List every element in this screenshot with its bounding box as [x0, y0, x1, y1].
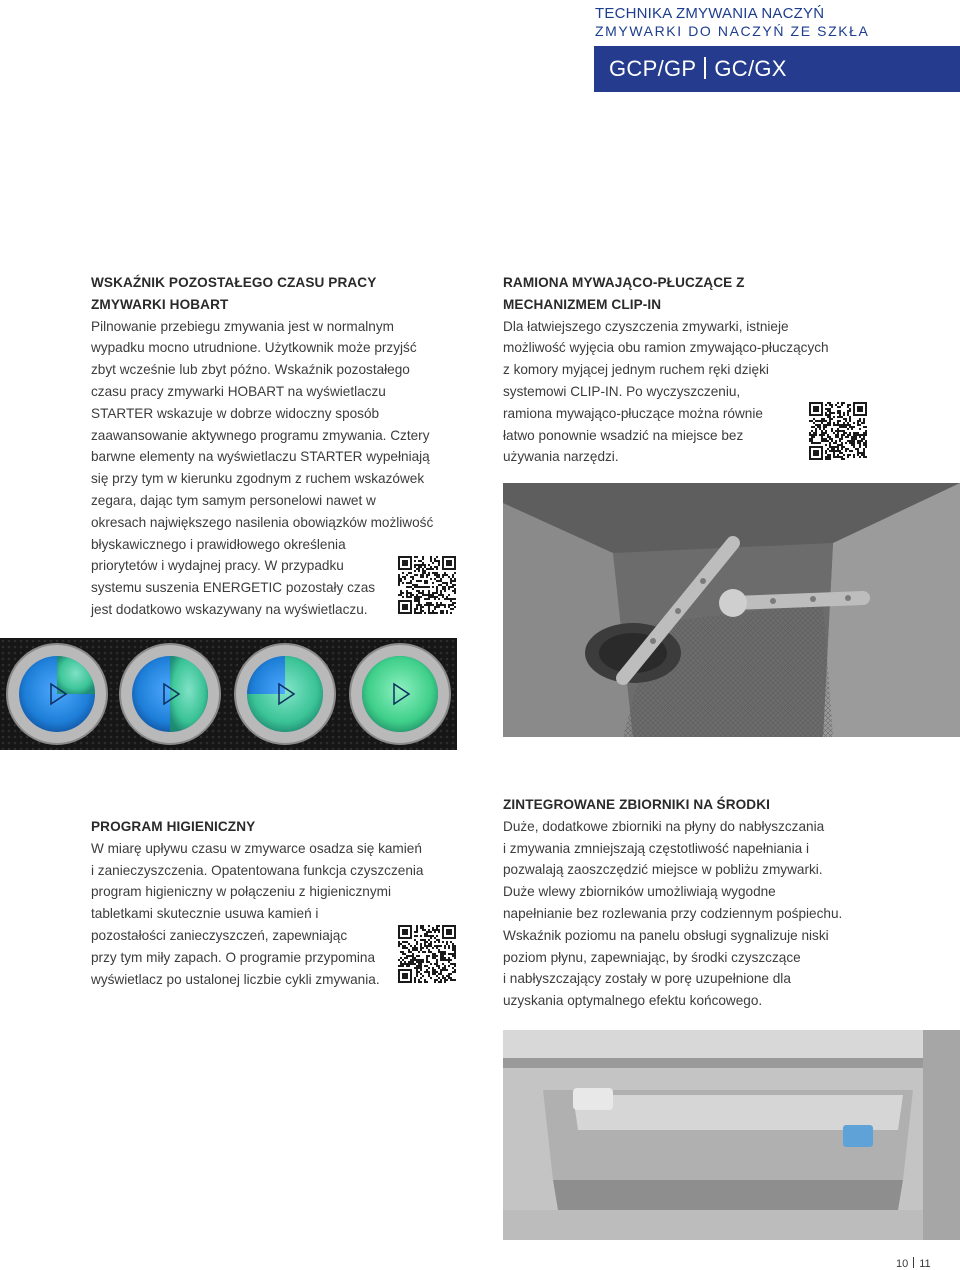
section-title	[91, 816, 461, 838]
body-line: poziom płynu, zapewniając, by środki czyszczące	[503, 949, 801, 965]
body-line: systemu suszenia ENERGETIC pozostały czas	[91, 580, 376, 596]
section-title	[503, 272, 903, 316]
detergent-tank-photo	[503, 1030, 960, 1240]
body-line: wypadku mocno utrudnione. Użytkownik może przyjść	[91, 340, 417, 356]
body-line: używania narzędzi.	[503, 449, 619, 465]
body-line: Duże wlewy zbiorników umożliwiają wygodne	[503, 884, 776, 900]
body-line: barwne elementy na wyświetlaczu STARTER wypełniają	[91, 449, 430, 465]
qr-code-icon	[398, 925, 456, 983]
body-line: wyświetlacz po ustalonej liczbie cykli zmywania.	[91, 971, 380, 987]
wash-arms-photo	[503, 483, 960, 737]
section-title	[503, 794, 913, 816]
body-line: i nabłyszczający zostały w porę uzupełnione dla	[503, 971, 791, 987]
title-line: ZMYWARKI HOBART	[91, 296, 229, 312]
body-line: pozostałości zanieczyszczeń, zapewniając	[91, 927, 348, 943]
qr-code[interactable]	[809, 402, 867, 460]
model-label	[609, 56, 787, 82]
body-line: zbyt wcześnie lub zbyt późno. Wskaźnik pozostałego	[91, 362, 410, 378]
body-line: uzyskania optymalnego efektu końcowego.	[503, 993, 763, 1009]
body-line: łatwo ponownie wsadzić na miejsce bez	[503, 427, 744, 443]
indicator-dial	[350, 644, 450, 744]
body-line: program higieniczny w połączeniu z higienicznymi	[91, 884, 391, 900]
starter-display-illustration	[0, 638, 457, 750]
title-line: ZINTEGROWANE ZBIORNIKI NA ŚRODKI	[503, 797, 771, 812]
model-left: GCP/GP	[609, 56, 697, 81]
body-line: Pilnowanie przebiegu zmywania jest w normalnym	[91, 318, 394, 334]
body-line: czasu pracy zmywarki HOBART na wyświetlaczu	[91, 383, 386, 399]
body-line: Dla łatwiejszego czyszczenia zmywarki, istnieje	[503, 318, 789, 334]
body-line: z komory myjącej jednym ruchem ręki dzięki	[503, 362, 769, 378]
section-body	[503, 816, 913, 1012]
body-line: tabletkami skutecznie usuwa kamień i	[91, 906, 319, 922]
title-line: WSKAŹNIK POZOSTAŁEGO CZASU PRACY	[91, 275, 377, 290]
body-line: możliwość wyjęcia obu ramion zmywająco-płuczących	[503, 340, 829, 356]
body-line: Duże, dodatkowe zbiorniki na płyny do nabłyszczania	[503, 818, 825, 834]
qr-code[interactable]	[398, 925, 456, 983]
qr-code-icon	[398, 556, 456, 614]
section-title	[91, 272, 461, 316]
body-line: Wskaźnik poziomu na panelu obsługi sygnalizuje niski	[503, 927, 829, 943]
body-line: pozwalają zaoszczędzić miejsce w pobliżu zmywarki.	[503, 862, 823, 878]
body-line: systemowi CLIP-IN. Po wyczyszczeniu,	[503, 383, 741, 399]
model-bar	[594, 46, 960, 92]
indicator-dial	[235, 644, 335, 744]
page-separator	[913, 1257, 914, 1268]
header-category: TECHNIKA ZMYWANIA NACZYŃ	[595, 5, 825, 22]
body-line: i zmywania zmniejszają częstotliwość napełniania i	[503, 840, 809, 856]
starter-display-photo	[0, 638, 457, 750]
body-line: ramiona mywająco-płuczące można równie	[503, 405, 763, 421]
body-line: W miarę upływu czasu w zmywarce osadza się kamień	[91, 840, 422, 856]
indicator-dial	[120, 644, 220, 744]
page-right: 11	[919, 1258, 931, 1270]
body-line: błyskawicznego i prawidłowego określenia	[91, 536, 346, 552]
body-line: zaawansowanie aktywnego programu zmywania. Cztery	[91, 427, 430, 443]
section-tanks	[503, 794, 913, 1012]
body-line: i zanieczyszczenia. Opatentowana funkcja czyszczenia	[91, 862, 424, 878]
title-line: PROGRAM HIGIENICZNY	[91, 819, 256, 834]
title-line: RAMIONA MYWAJĄCO-PŁUCZĄCE Z	[503, 275, 745, 290]
detergent-tank-illustration	[503, 1030, 960, 1240]
body-line: napełnianie bez rozlewania przy codziennym pośpiechu.	[503, 905, 843, 921]
qr-code[interactable]	[398, 556, 456, 614]
body-line: jest dodatkowo wskazywany na wyświetlaczu.	[91, 601, 368, 617]
qr-code-icon	[809, 402, 867, 460]
page-numbers	[896, 1257, 931, 1270]
body-line: okresach największego nasilenia obowiązków możliwość	[91, 514, 434, 530]
title-line: MECHANIZMEM CLIP-IN	[503, 296, 662, 312]
body-line: STARTER wskazuje w dobrze widoczny sposób	[91, 405, 380, 421]
body-line: przy tym miły zapach. O programie przypomina	[91, 949, 376, 965]
header-subcategory: ZMYWARKI DO NACZYŃ ZE SZKŁA	[595, 23, 870, 39]
model-right: GC/GX	[714, 56, 787, 81]
page-left: 10	[896, 1258, 909, 1270]
body-line: się przy tym w kierunku zgodnym z ruchem wskazówek	[91, 471, 425, 487]
body-line: priorytetów i wydajnej pracy. W przypadku	[91, 558, 344, 574]
indicator-dial	[7, 644, 107, 744]
indicator-fill	[362, 656, 438, 732]
body-line: zegara, dając tym samym personelowi nawet w	[91, 492, 376, 508]
wash-arms-illustration	[503, 483, 960, 737]
model-separator	[704, 57, 706, 79]
